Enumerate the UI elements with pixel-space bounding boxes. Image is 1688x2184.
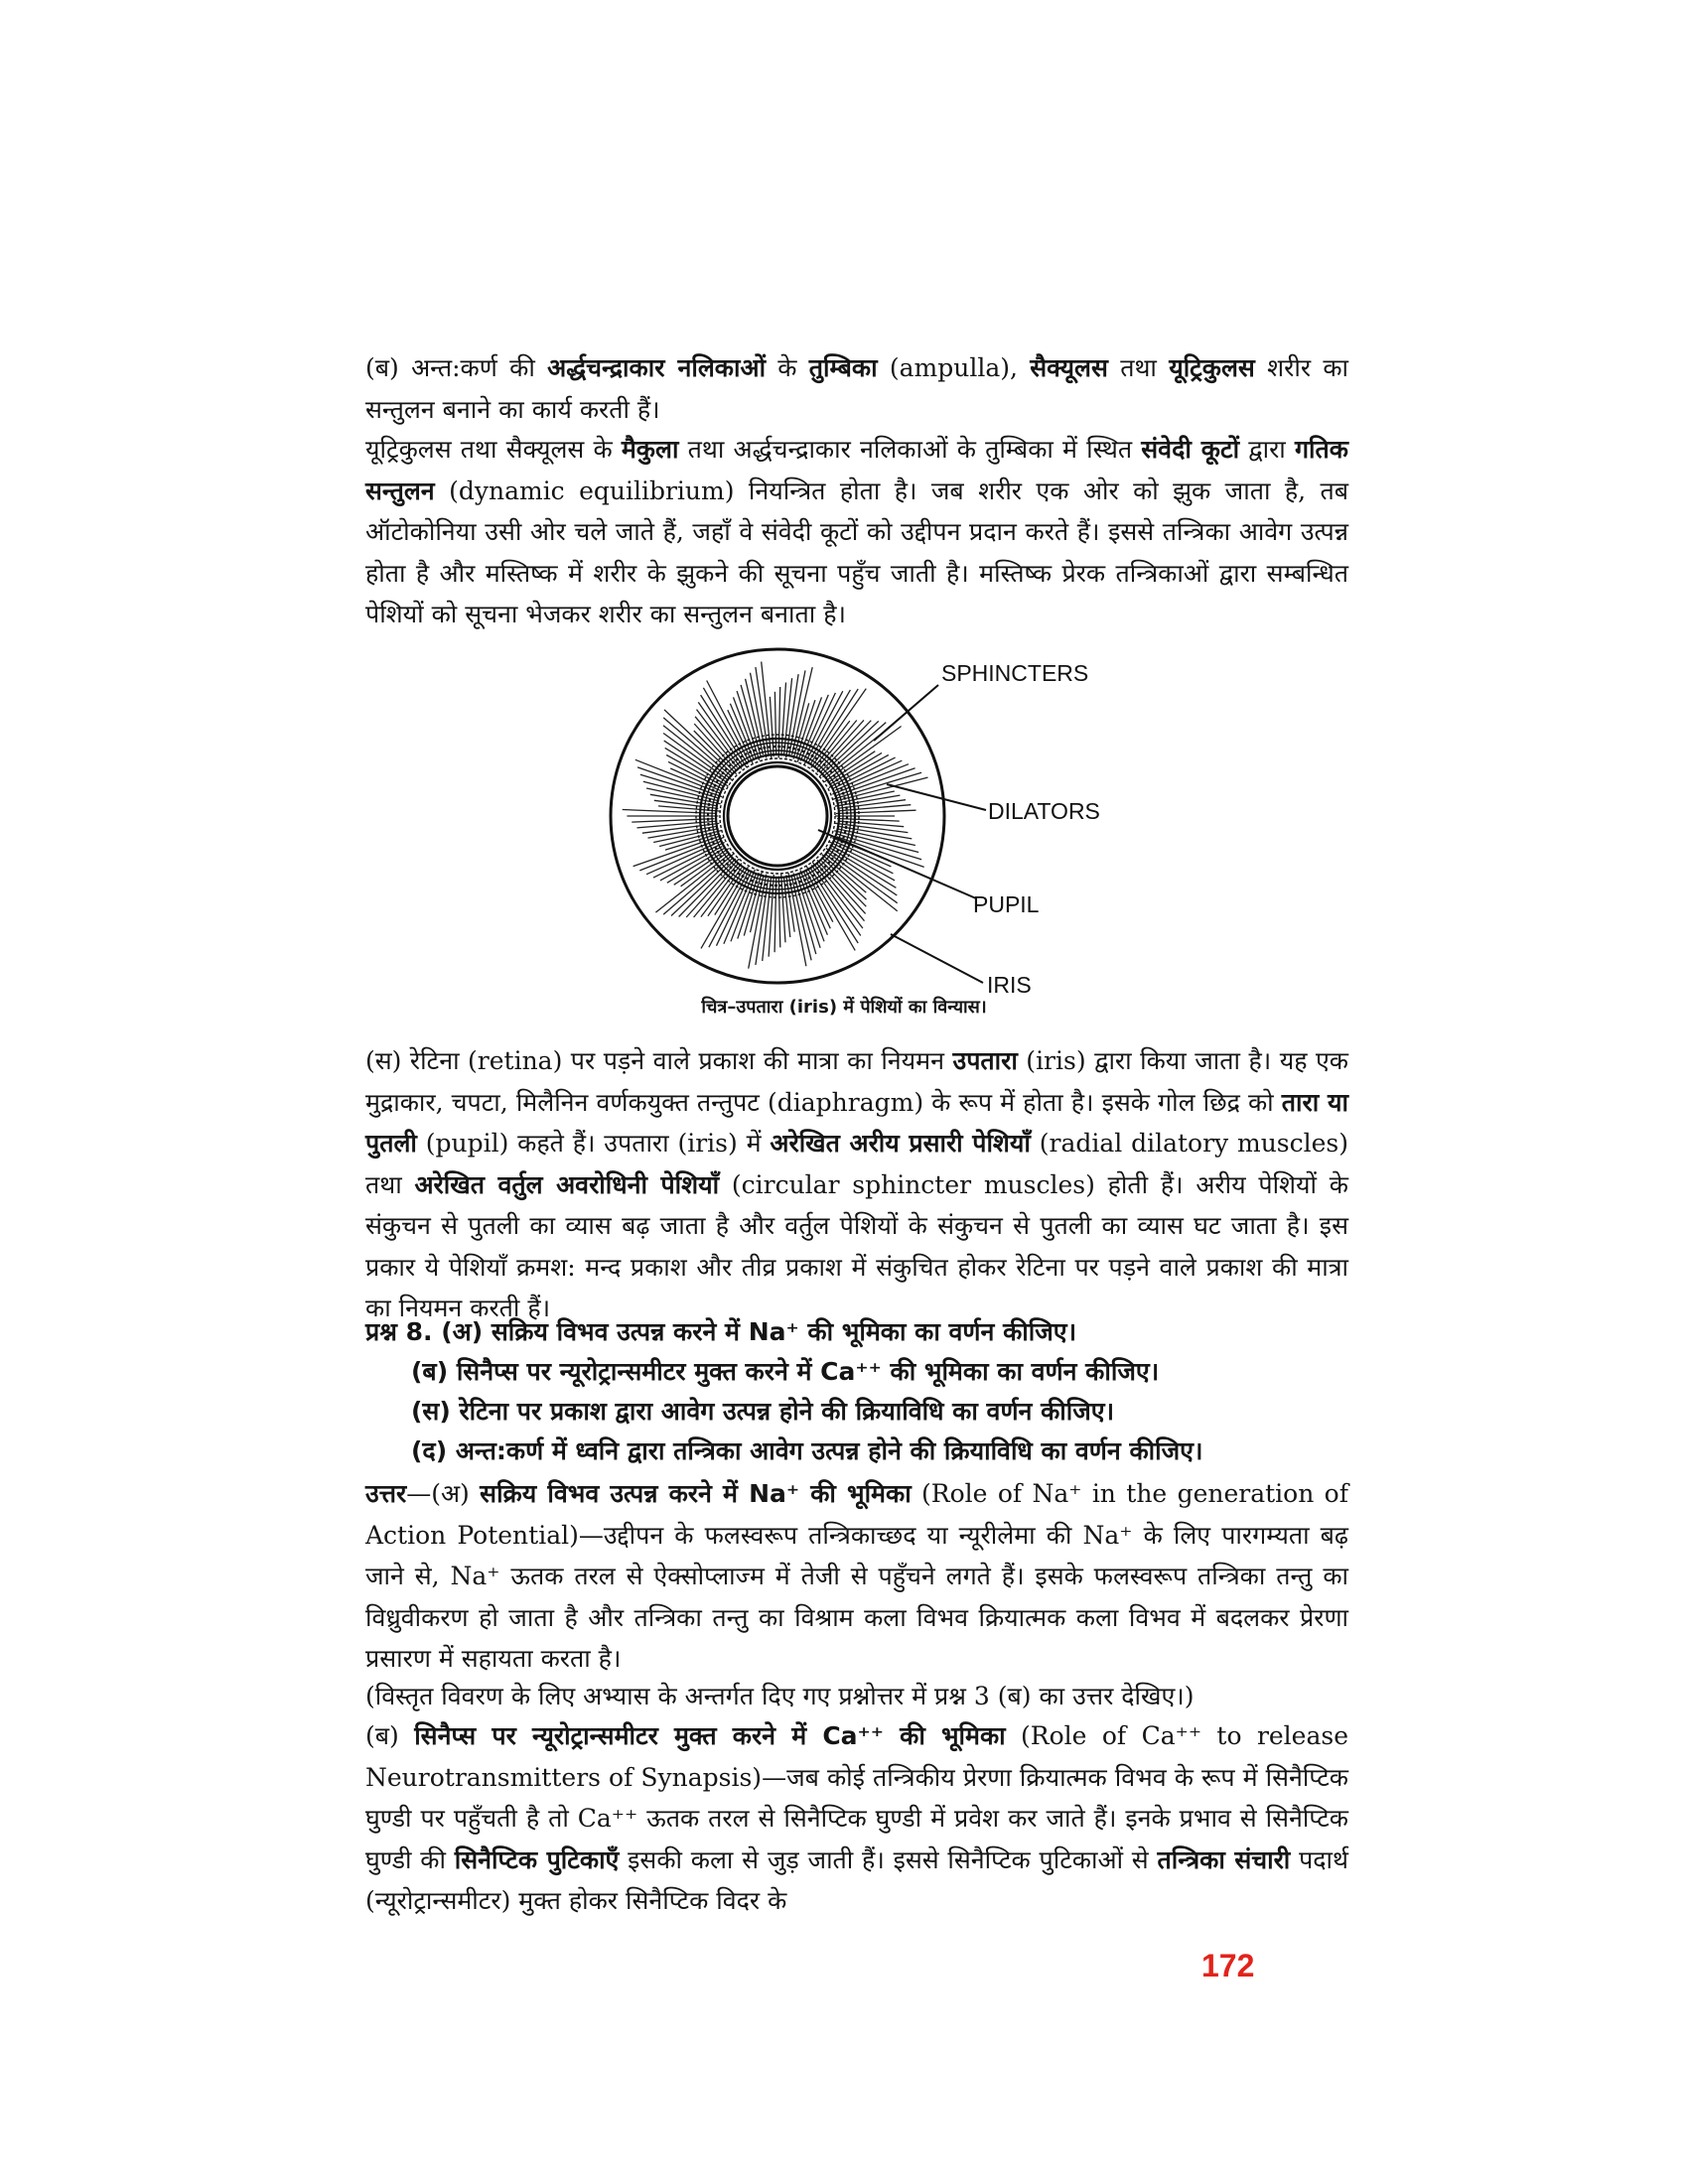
iris-diagram (596, 635, 1132, 1001)
bold-term: यूट्रिकुलस (1169, 353, 1255, 382)
text: पदार्थ (न्यूरोट्रान्समीटर) मुक्त होकर सिनैप्टिक विदर के (365, 1844, 1348, 1915)
bold-term: सिनैप्टिक पुटिकाएँ (454, 1844, 620, 1874)
text: (pupil) कहते हैं। उपतारा (iris) में (416, 1129, 771, 1158)
sphincters-label: SPHINCTERS (941, 660, 1089, 686)
text: (Role of Na⁺ in the generation of Action Potential)—उद्दीपन के फलस्वरूप तन्त्रिकाच्छद या न्यूरीलेमा की Na⁺ के लिए पारगम्यता बढ़ जाने से, Na⁺ ऊतक तरल से ऐक्सोप्लाज्म में तेजी से पहुँचने लगते हैं। इसके फलस्वरूप तन्त्रिका तन्तु का विध्रुवीकरण हो जाता है और तन्त्रिका तन्तु का विश्राम कला विभव क्रियात्मक कला विभव में बदलकर प्रेरणा प्रसारण में सहायता करता है। (365, 1479, 1348, 1673)
dilator-fibre (836, 810, 916, 813)
dilator-fibre (774, 692, 775, 754)
page-number: 172 (1201, 1948, 1255, 1983)
pupil-label: PUPIL (973, 891, 1040, 917)
dilator-fibre (694, 731, 737, 774)
dilator-fibre (665, 834, 718, 850)
bold-term: अर्द्धचन्द्राकार नलिकाओं (547, 353, 766, 382)
bold-term: अरेखित अरीय प्रसारी पेशियाँ (770, 1129, 1031, 1158)
text: (स) रेटिना (retina) पर पड़ने वाले प्रकाश की मात्रा का नियमन (365, 1046, 953, 1075)
question-8d: (द) अन्त:कर्ण में ध्वनि द्वारा तन्त्रिका आवेग उत्पन्न होने की क्रियाविधि का वर्णन कीजिए। (411, 1436, 1203, 1465)
text: (ampulla), (877, 353, 1031, 382)
dilator-fibre (632, 819, 714, 822)
pupil-circle (728, 766, 827, 866)
dilators-label: DILATORS (988, 798, 1100, 824)
reference-note: (विस्तृत विवरण के लिए अभ्यास के अन्तर्गत दिए गए प्रश्नोत्तर में प्रश्न 3 (ब) का उत्तर देखिए।) (365, 1682, 1195, 1710)
bold-term: सैक्यूलस (1030, 353, 1108, 382)
text: (circular sphincter muscles) होती हैं। अरीय पेशियों के संकुचन से पुतली का व्यास बढ़ जाता है और वर्तुल पेशियों के संकुचन से पुतली का व्यास घट जाता है। इस प्रकार ये पेशियाँ क्रमश: मन्द प्रकाश और तीव्र प्रकाश में संकुचित होकर रेटिना पर पड़ने वाले प्रकाश की मात्रा का नियमन करती हैं। (365, 1169, 1348, 1322)
bold-term: गतिक सन्तुलन (365, 435, 1348, 505)
text: (dynamic equilibrium) नियन्त्रित होता है। जब शरीर एक ओर को झुक जाता है, तब ऑटोकोनिया उसी ओर चले जाते हैं, जहाँ वे संवेदी कूटों को उद्दीपन प्रदान करते हैं। इससे तन्त्रिका आवेग उत्पन्न होता है और मस्तिष्क में शरीर के झुकने की सूचना पहुँच जाती है। मस्तिष्क प्रेरक तन्त्रिकाओं द्वारा सम्बन्धित पेशियों को सूचना भेजकर शरीर का सन्तुलन बनाता है। (365, 476, 1348, 628)
dilator-fibre (839, 821, 904, 827)
iris-leader-line (891, 934, 983, 983)
bold-term: सक्रिय विभव उत्पन्न करने में Na⁺ की भूमिका (480, 1479, 912, 1508)
text: यूट्रिकुलस तथा सैक्यूलस के (365, 435, 622, 464)
answer-heading: उत्तर (365, 1479, 407, 1508)
text: (ब) अन्त:कर्ण की (365, 353, 548, 382)
question-8c: (स) रेटिना पर प्रकाश द्वारा आवेग उत्पन्न होने की क्रियाविधि का वर्णन कीजिए। (411, 1397, 1115, 1426)
text: (ब) (365, 1721, 415, 1750)
text: तथा (1107, 353, 1170, 382)
text: के (766, 353, 809, 382)
dilator-fibre (697, 710, 742, 769)
text: (iris) द्वारा किया जाता है। यह एक मुद्राकार, चपटा, मिलैनिन वर्णकयुक्त तन्तुपट (diaphragm) के रूप में होता है। इसके गोल छिद्र को (365, 1046, 1348, 1117)
dilator-fibre (717, 871, 753, 946)
iris-label: IRIS (987, 972, 1032, 998)
dilator-fibre (639, 837, 724, 871)
text: —(अ) (406, 1479, 481, 1508)
text: शरीर का सन्तुलन बनाने का कार्य करती हैं। (365, 353, 1349, 424)
question-8a: प्रश्न 8. (अ) सक्रिय विभव उत्पन्न करने में Na⁺ की भूमिका का वर्णन कीजिए। (365, 1317, 1077, 1346)
text: (Role of Ca⁺⁺ to release Neurotransmitters of Synapsis)—जब कोई तन्त्रिकीय प्रेरणा क्रियात्मक विभव के रूप में सिनैप्टिक घुण्डी पर पहुँचती है तो Ca⁺⁺ ऊतक तरल से सिनैप्टिक घुण्डी में प्रवेश कर जाते हैं। इनके प्रभाव से सिनैप्टिक घुण्डी की (365, 1721, 1349, 1874)
dilator-fibre (658, 806, 720, 811)
question-8b: (ब) सिनैप्स पर न्यूरोट्रान्समीटर मुक्त करने में Ca⁺⁺ की भूमिका का वर्णन कीजिए। (411, 1357, 1160, 1386)
paragraph-ampulla (365, 347, 1348, 430)
text: इसकी कला से जुड़ जाती हैं। इससे सिनैप्टिक पुटिकाओं से (619, 1844, 1158, 1874)
dilator-fibre (778, 877, 780, 948)
dilator-fibre (816, 864, 864, 921)
paragraph-iris (365, 1040, 1348, 1329)
figure-caption: चित्र–उपतारा (iris) में पेशियों का विन्यास। (701, 997, 987, 1018)
bold-term: उपतारा (952, 1046, 1018, 1075)
bold-term: तुम्बिका (808, 353, 878, 382)
answer-a-paragraph (365, 1473, 1348, 1680)
text: (radial dilatory muscles) तथा (365, 1129, 1348, 1199)
bold-term: तारा या पुतली (365, 1087, 1348, 1158)
dilator-fibre (664, 741, 728, 783)
answer-b-paragraph (365, 1715, 1348, 1922)
bold-term: सिनैप्स पर न्यूरोट्रान्समीटर मुक्त करने में Ca⁺⁺ की भूमिका (414, 1721, 1006, 1750)
bold-term: संवेदी कूटों (1141, 435, 1240, 464)
text: तथा अर्द्धचन्द्राकार नलिकाओं के तुम्बिका में स्थित (678, 435, 1142, 464)
bold-term: मैकुला (621, 435, 679, 464)
paragraph-dynamic-equilibrium (365, 429, 1348, 635)
sphincters-leader-line (874, 685, 938, 741)
bold-term: तन्त्रिका संचारी (1157, 1844, 1291, 1874)
bold-term: अरेखित वर्तुल अवरोधिनी पेशियाँ (414, 1169, 720, 1199)
text: द्वारा (1239, 435, 1295, 464)
